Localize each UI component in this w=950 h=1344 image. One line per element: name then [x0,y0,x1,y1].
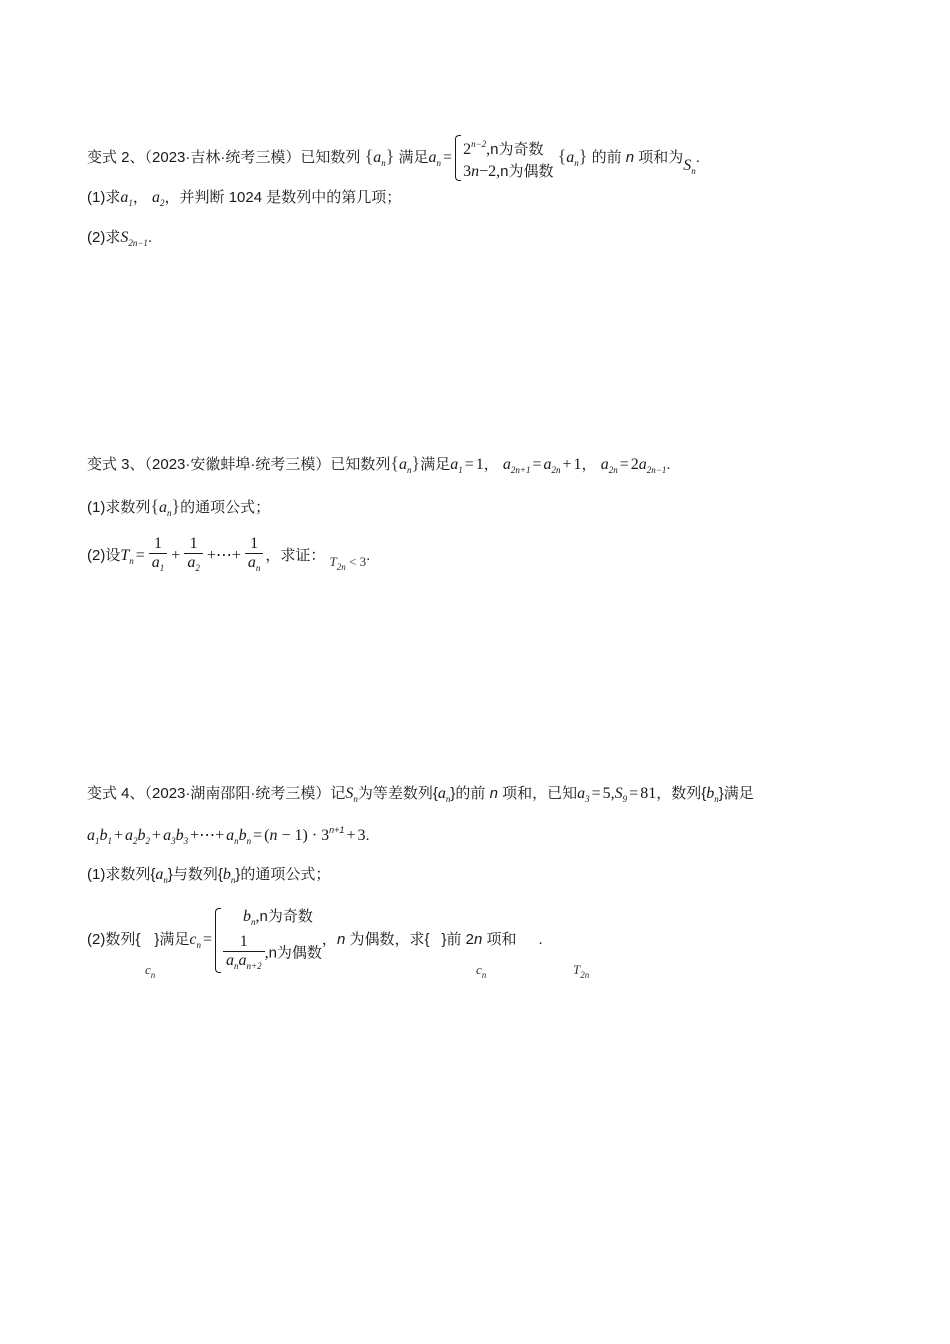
variant3-question2: (2)设$T_n$ = $\frac{1}{a_1}$ + $\frac{1}{a_2}$ +⋯+ $\frac{1}{a_n}$ ，求证： $T_{2n} < 3$. [87,535,370,581]
variant3-stem: 变式 3、（2023·安徽蚌埠·统考三模）已知数列$\{a_n\}$满足$a_1 = 1$， $a_{2n+1} = a_{2n} + 1$， $a_{2n} = 2a_{2n-1}$. [87,453,671,475]
variant4-question2: (2)数列{ }满足$c_n$ = $b_n,n$为奇数 $\frac{1}{a_na_{n+2}}$ ,n为偶数 ，n 为偶数，求{ }前 2n 项和 . [87,900,543,985]
q2-text: 为偶数，求{ [349,931,430,948]
c-n-label: $c_n$ [476,962,487,980]
variant2-title: 变式 2、 [87,148,145,166]
q1-text: }与数列{ [167,866,223,883]
fraction: $\frac{1}{a_2}$ [184,535,203,577]
variant2-text: 的前 [591,148,622,166]
variant3-title: 变式 3、 [87,456,145,473]
case1-condition: n为奇数 [259,907,313,925]
q1-text: }的通项公式； [235,866,331,883]
q2-text: ，求证： [265,546,326,564]
piecewise-a-n: $2^{n-2},n$为奇数 3n−2,n为偶数 [454,133,553,183]
variant3-text: 已知数列 [330,456,391,473]
q1-text: ，并判断 1024 是数列中的第几项； [164,189,402,206]
q2-label: (2)数列{ [87,931,141,948]
q2-text: }满足 [154,931,190,948]
case2-condition: n为偶数 [268,944,322,962]
variant4-text: 记 [330,785,346,802]
q1-label: (1)求数列{ [87,866,156,883]
q2-text: ， [321,931,337,948]
variant4-text: }的前 [450,785,486,802]
q2-label: (2)设 [87,546,121,564]
q2-text: . [538,931,543,948]
case2-condition: n为偶数 [500,163,554,180]
variant4-source: （2023·湖南邵阳·统考三模） [144,785,331,802]
variant3-question1: (1)求数列$\{a_n\}$的通项公式； [87,496,271,518]
c-n-label: $c_n$ [145,962,156,980]
variant4-text: ，数列{ [656,785,707,802]
q1-text: ， [132,189,148,206]
q2-text: }前 2 [441,931,474,948]
variant4-stem: 变式 4、（2023·湖南邵阳·统考三模）记$S_n$为等差数列$\{a_n\}$的前 n 项和，已知$a_3 = 5,S_9 = 81$，数列$\{b_n\}$满足 [87,785,754,804]
variant3-text: 满足 [420,456,451,473]
variant2-text: 满足 [398,148,429,166]
variant2-stem: 变式 2、（2023·吉林·统考三模）已知数列 $\{a_n\}$ 满足$a_n$ = $2^{n-2},n$为奇数 3n−2,n为偶数 $\{a_n\}$ 的前 n 项和为$S_n$. [87,133,700,183]
t-2n-label: $T_{2n}$ [573,962,590,980]
q1-text: 的通项公式； [180,499,271,516]
variant2-text: 已知数列 [300,148,361,166]
variant4-text: 项和，已知 [502,785,578,802]
brace-close: } [385,145,395,166]
variant2-question1: (1)求$a_1$， $a_2$，并判断 1024 是数列中的第几项； [87,189,402,208]
brace-open: { [364,145,374,166]
variant2-source: （2023·吉林·统考三模） [144,148,301,166]
piecewise-c-n: $b_n,n$为奇数 $\frac{1}{a_na_{n+2}}$ ,n为偶数 [214,906,322,975]
case1-condition: n为奇数 [490,141,544,158]
q1-label: (1)求 [87,189,121,206]
variant3-source: （2023·安徽蚌埠·统考三模） [144,456,331,473]
fraction: $\frac{1}{a_1}$ [149,535,168,577]
variant4-text: }满足 [718,785,754,802]
q1-label: (1)求数列 [87,499,151,516]
variant4-text: 为等差数列{ [357,785,438,802]
variant2-text: 项和为 [638,148,684,166]
variant4-title: 变式 4、 [87,785,145,802]
variant4-question1: (1)求数列$\{a_n\}$与数列$\{b_n\}$的通项公式； [87,866,331,885]
q2-text: 项和 [486,931,517,948]
fraction: $\frac{1}{a_n}$ [245,535,264,577]
variant4-formula: $a_1b_1 + a_2b_2 + a_3b_3$ +⋯+ $a_nb_n = (n - 1) \cdot 3^{n+1} + 3$. [87,825,370,846]
q2-label: (2)求 [87,229,121,246]
variant2-question2: (2)求$S_{2n-1}$. [87,229,153,248]
